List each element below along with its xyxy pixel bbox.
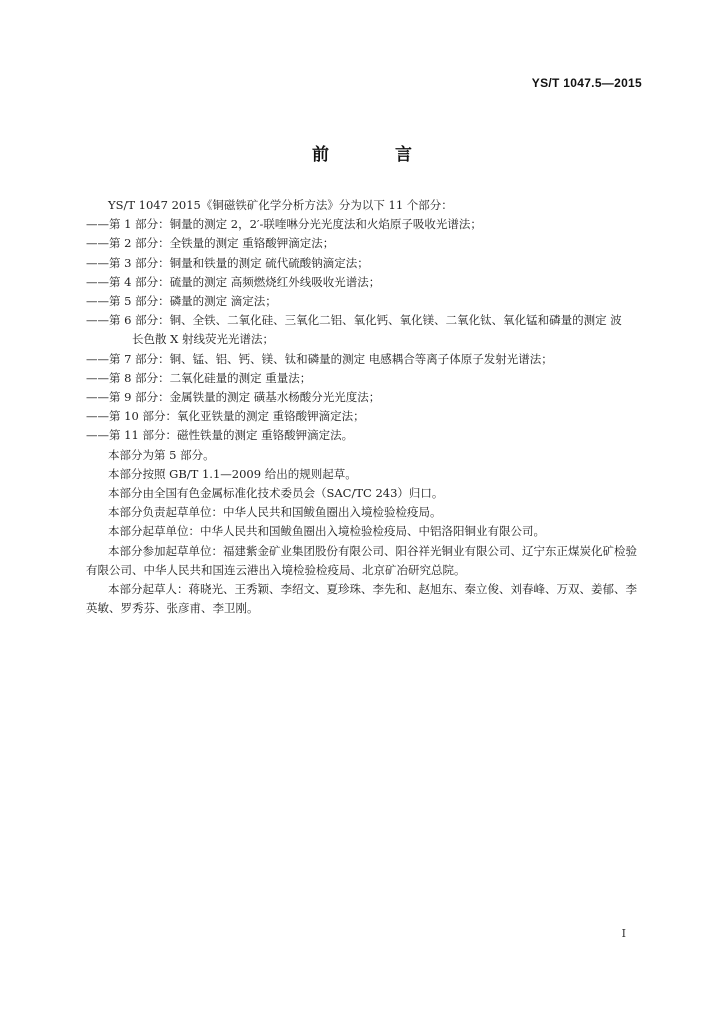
part-item: ——第 9 部分：金属铁量的测定 磺基水杨酸分光光度法； <box>86 390 381 405</box>
part-item: ——第 1 部分：铜量的测定 2，2′-联喹啉分光光度法和火焰原子吸收光谱法； <box>86 217 482 232</box>
page-number: I <box>621 927 626 940</box>
paragraph: 本部分负责起草单位：中华人民共和国鲅鱼圈出入境检验检疫局。 <box>108 505 442 520</box>
part-item: ——第 7 部分：铜、锰、铝、钙、镁、钛和磷量的测定 电感耦合等离子体原子发射光谱法； <box>86 351 553 366</box>
paragraph: 本部分为第 5 部分。 <box>108 447 215 462</box>
paragraph: 本部分参加起草单位：福建紫金矿业集团股份有限公司、阳谷祥光铜业有限公司、辽宁东正煤炭化矿检验有限公司、中华人民共和国连云港出入境检验检疫局、北京矿冶研究总院。 <box>86 543 637 577</box>
part-item: ——第 2 部分：全铁量的测定 重铬酸钾滴定法； <box>86 236 335 251</box>
part-item: ——第 11 部分：磁性铁量的测定 重铬酸钾滴定法。 <box>86 428 354 443</box>
document-code: YS/T 1047.5—2015 <box>531 76 642 90</box>
part-item: ——第 4 部分：硫量的测定 高频燃烧红外线吸收光谱法； <box>86 274 381 289</box>
part-item: ——第 6 部分：铜、全铁、二氧化硅、三氧化二铝、氧化钙、氧化镁、二氧化钛、氧化锰和磷量的测定 波 <box>86 313 622 328</box>
part-item: ——第 10 部分：氧化亚铁量的测定 重铬酸钾滴定法； <box>86 409 365 424</box>
part-item-continuation: 长色散 X 射线荧光光谱法； <box>132 332 274 347</box>
foreword-body <box>86 196 642 618</box>
paragraph: 本部分由全国有色金属标准化技术委员会（SAC/TC 243）归口。 <box>108 486 444 501</box>
part-item: ——第 5 部分：磷量的测定 滴定法； <box>86 294 277 309</box>
part-item: ——第 3 部分：铜量和铁量的测定 硫代硫酸钠滴定法； <box>86 255 369 270</box>
intro-line: YS/T 1047 2015《铜磁铁矿化学分析方法》分为以下 11 个部分： <box>108 198 453 212</box>
paragraph: 本部分起草单位：中华人民共和国鲅鱼圈出入境检验检疫局、中铝洛阳铜业有限公司。 <box>108 524 545 539</box>
paragraph: 本部分按照 GB/T 1.1—2009 给出的规则起草。 <box>108 466 357 481</box>
part-item: ——第 8 部分：二氧化硅量的测定 重量法； <box>86 370 312 385</box>
page-title: 前 言 <box>312 145 442 165</box>
paragraph: 本部分起草人：蒋晓光、王秀颖、李绍文、夏珍珠、李先和、赵旭东、秦立俊、刘春峰、万双、姜郁、李英敏、罗秀芬、张彦甫、李卫刚。 <box>86 582 637 616</box>
